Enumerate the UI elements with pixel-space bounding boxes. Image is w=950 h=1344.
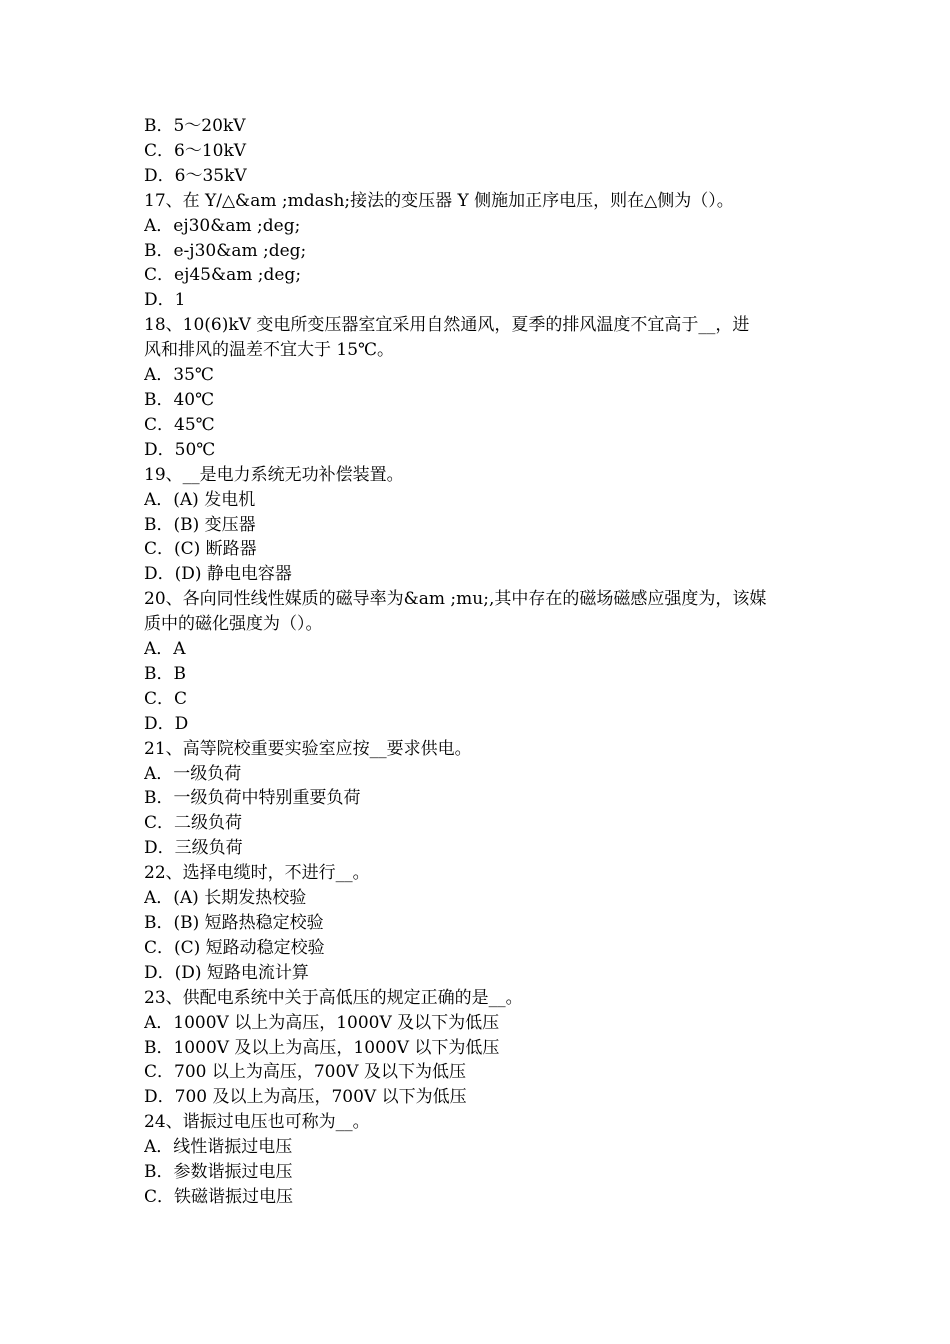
text-line: A．一级负荷 xyxy=(144,763,242,784)
text-line: C．6～10kV xyxy=(144,140,247,161)
text-line: B．5～20kV xyxy=(144,116,246,136)
text-line: B．一级负荷中特别重要负荷 xyxy=(144,788,361,809)
text-line: D．(D) 静电电容器 xyxy=(144,564,292,585)
text-line: 24、谐振过电压也可称为__。 xyxy=(144,1112,370,1133)
text-line: D．700 及以上为高压，700V 以下为低压 xyxy=(144,1087,467,1108)
text-line: D．6～35kV xyxy=(144,165,247,186)
text-line: D．三级负荷 xyxy=(144,838,243,859)
text-line: C．(C) 短路动稳定校验 xyxy=(144,937,325,958)
text-line: C．45℃ xyxy=(144,414,215,435)
text-line: A．线性谐振过电压 xyxy=(144,1137,293,1158)
text-line: C．(C) 断路器 xyxy=(144,539,257,560)
text-line: B．参数谐振过电压 xyxy=(144,1162,293,1183)
text-line: C．ej45&am ;deg; xyxy=(144,265,302,286)
text-line: B．40℃ xyxy=(144,389,215,410)
text-line: C．C xyxy=(144,688,188,709)
text-line: A．ej30&am ;deg; xyxy=(144,215,301,236)
text-line: C．铁磁谐振过电压 xyxy=(144,1186,294,1207)
text-line: B．(B) 短路热稳定校验 xyxy=(144,913,324,933)
text-line: A．A xyxy=(144,639,186,660)
text-line: D．(D) 短路电流计算 xyxy=(144,962,309,983)
text-line: 19、__是电力系统无功补偿装置。 xyxy=(144,464,404,485)
text-line: 20、各向同性线性媒质的磁导率为&am ;mu;,其中存在的磁场磁感应强度为，该媒 xyxy=(144,589,767,610)
text-line: 23、供配电系统中关于高低压的规定正确的是__。 xyxy=(144,987,523,1008)
text-line: A．1000V 以上为高压，1000V 及以下为低压 xyxy=(144,1012,500,1033)
text-line: D．50℃ xyxy=(144,439,216,460)
text-line: C．700 以上为高压，700V 及以下为低压 xyxy=(144,1062,466,1083)
text-line: 18、10(6)kV 变电所变压器室宜采用自然通风，夏季的排风温度不宜高于__，进 xyxy=(144,315,750,336)
text-line: B．B xyxy=(144,663,186,684)
text-line: 17、在 Y/△&am ;mdash;接法的变压器 Y 侧施加正序电压，则在△侧为（）。 xyxy=(144,190,734,211)
text-line: B．e-j30&am ;deg; xyxy=(144,240,307,261)
text-line: D．1 xyxy=(144,290,186,311)
text-line: 21、高等院校重要实验室应按__要求供电。 xyxy=(144,738,472,759)
question-text-block xyxy=(144,114,814,1210)
text-line: A．35℃ xyxy=(144,365,214,386)
text-line: B．(B) 变压器 xyxy=(144,514,256,535)
text-line: D．D xyxy=(144,713,189,734)
text-line: 风和排风的温差不宜大于 15℃。 xyxy=(144,340,395,361)
text-line: A．(A) 长期发热校验 xyxy=(144,888,307,909)
text-line: 22、选择电缆时，不进行__。 xyxy=(144,863,370,884)
text-line: B．1000V 及以上为高压，1000V 以下为低压 xyxy=(144,1037,500,1058)
text-line: 质中的磁化强度为（）。 xyxy=(144,614,323,635)
text-line: A．(A) 发电机 xyxy=(144,489,256,510)
text-line: C．二级负荷 xyxy=(144,813,243,834)
